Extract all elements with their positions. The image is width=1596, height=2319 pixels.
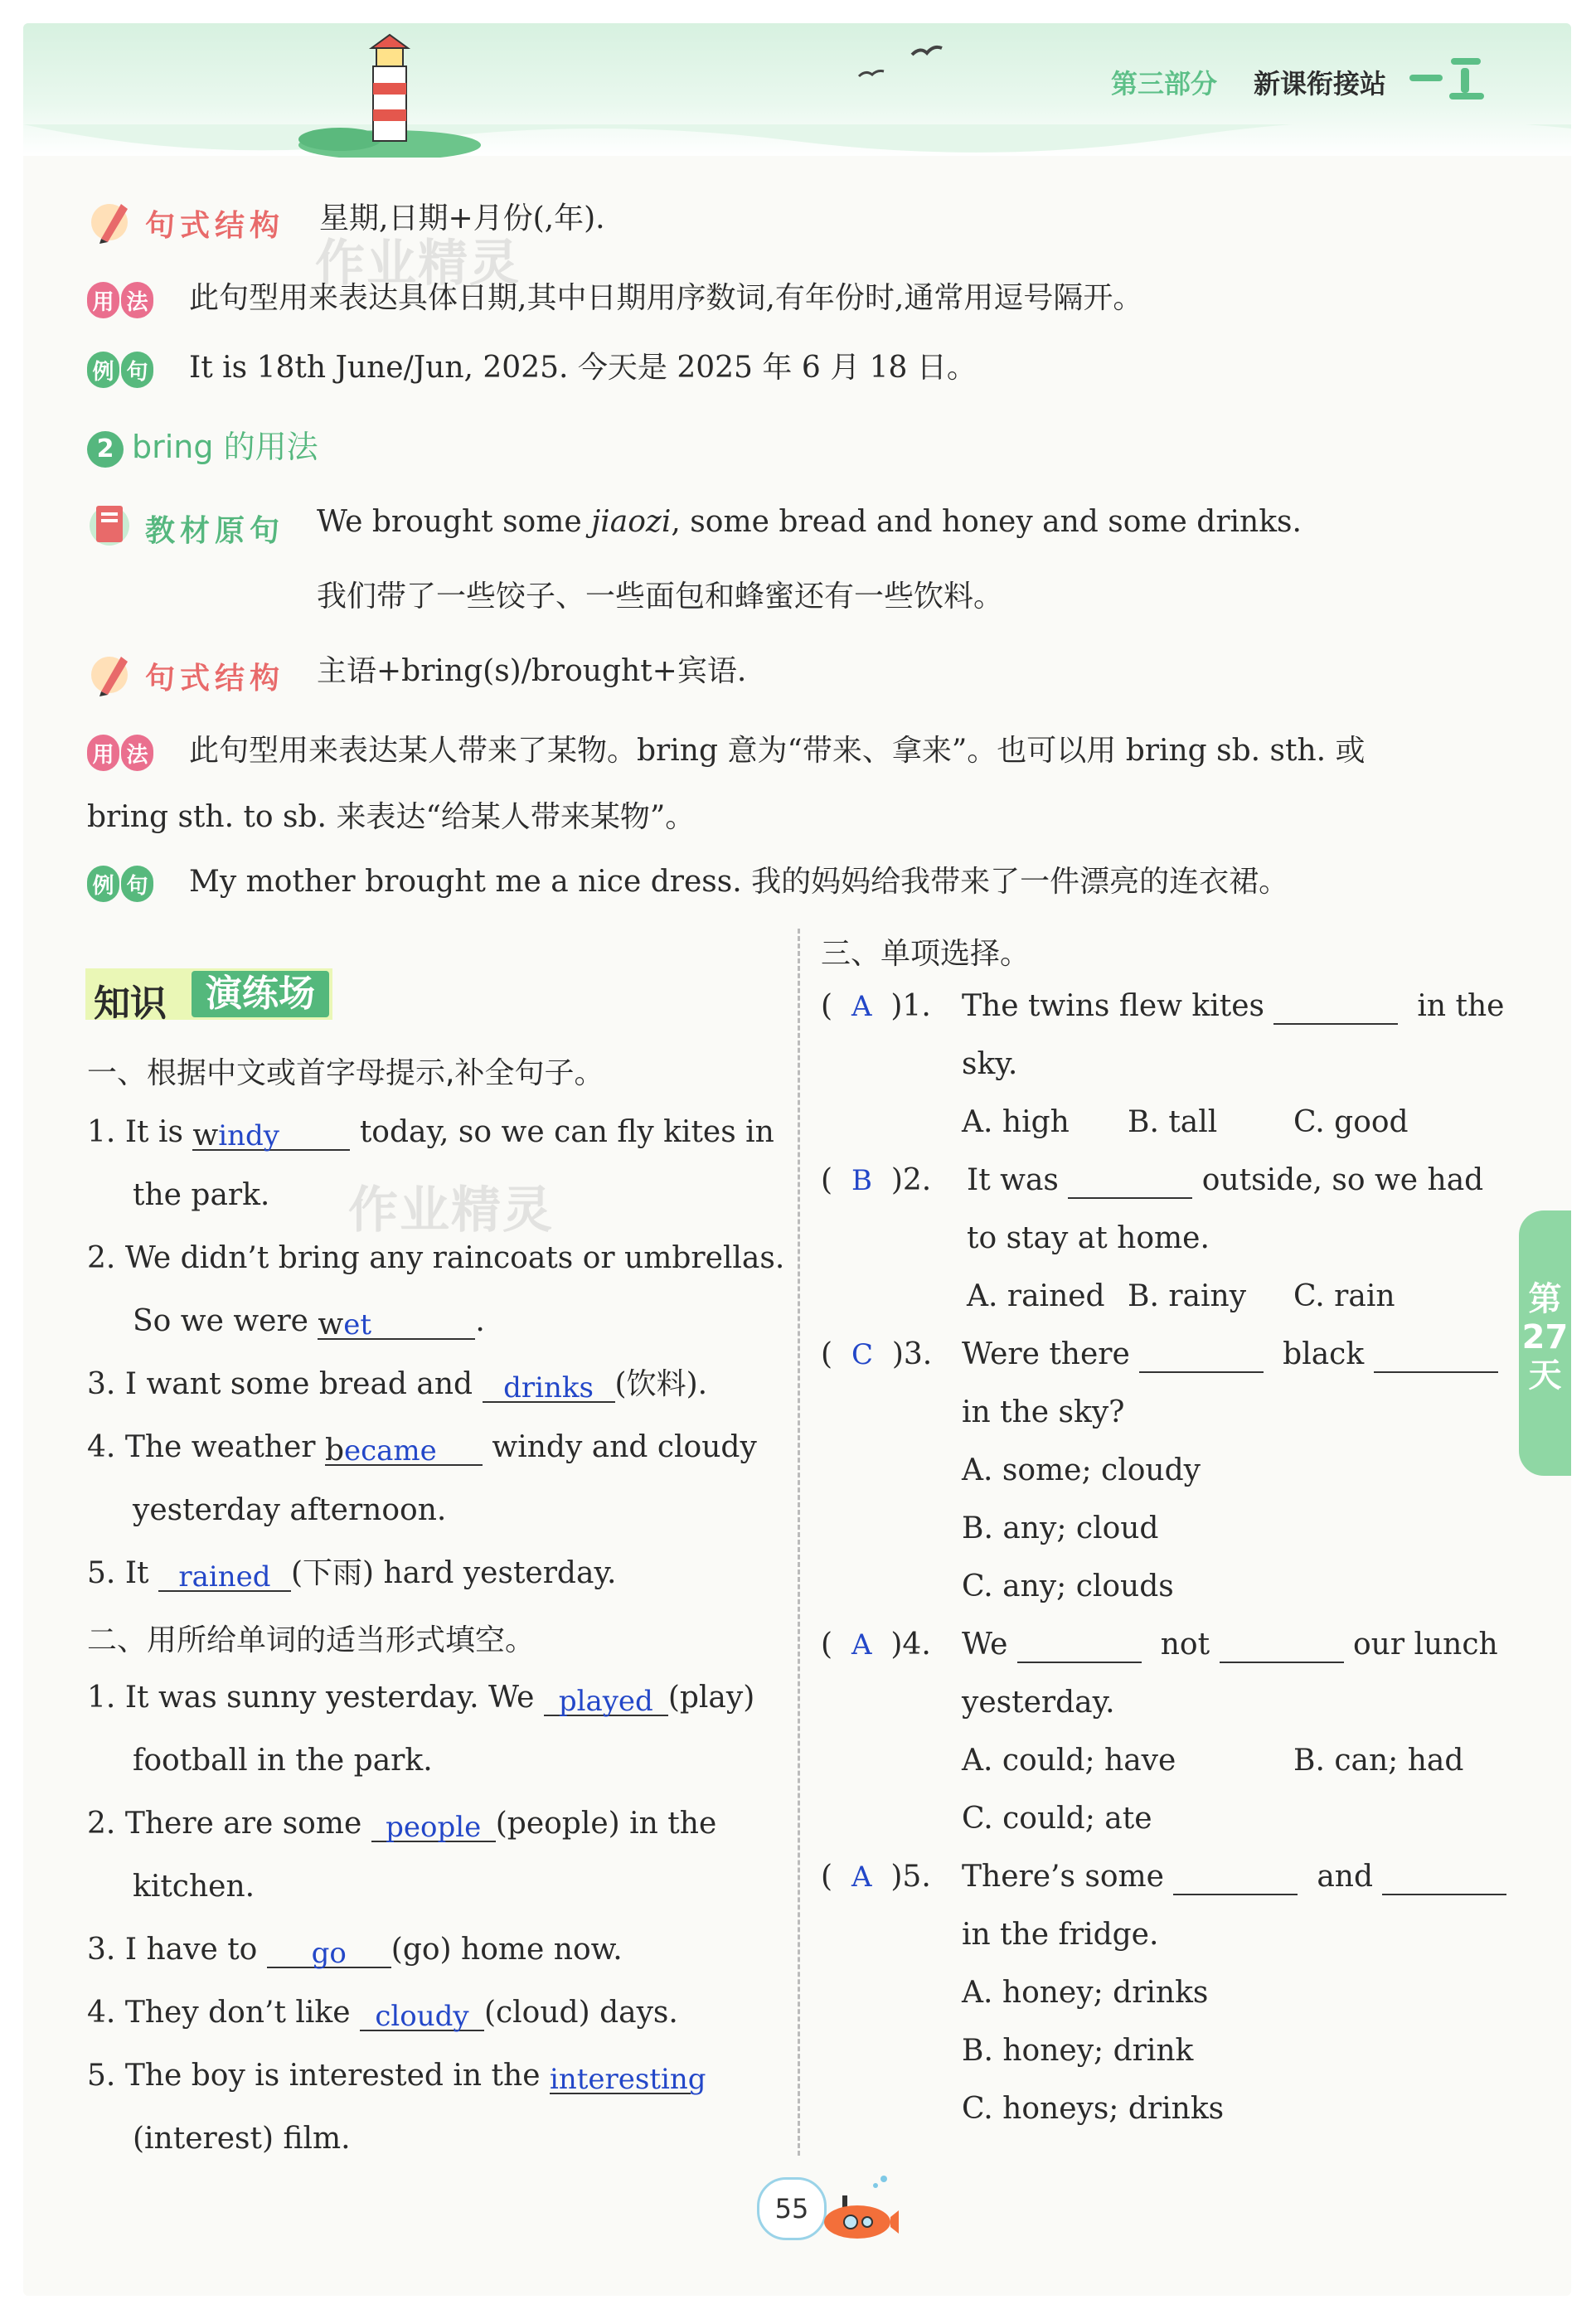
textbook-sentence-label: 教材原句 xyxy=(145,514,285,548)
question-text: (play) xyxy=(667,1681,755,1715)
answer-blank xyxy=(1139,1340,1264,1373)
section-number: 2 xyxy=(87,431,124,468)
usage-badge-char: 用 xyxy=(87,735,119,771)
option-a: A. could; have xyxy=(962,1744,1176,1778)
answer-blank[interactable] xyxy=(549,2061,706,2096)
sentence-structure-label: 句式结构 xyxy=(145,662,285,696)
option-c: C. honeys; drinks xyxy=(962,2092,1225,2126)
choice-answer[interactable]: A xyxy=(851,990,872,1023)
usage-text-line2: bring sth. to sb. 来表达“给某人带来某物”。 xyxy=(87,800,696,834)
question-number: 5. xyxy=(87,1556,116,1590)
answer-blank[interactable] xyxy=(318,1307,475,1340)
part3-q4-text xyxy=(962,1627,1498,1663)
sentence-structure-label: 句式结构 xyxy=(145,209,285,243)
answer-blank[interactable] xyxy=(267,1935,391,1968)
question-text: our lunch xyxy=(1352,1628,1498,1662)
question-number: )4. xyxy=(890,1628,931,1662)
sentence-structure-text: 主语+bring(s)/brought+宾语. xyxy=(317,654,747,688)
part3-q3-cont: in the sky? xyxy=(962,1395,1125,1429)
usage-text: 此句型用来表达具体日期,其中日期用序数词,有年份时,通常用逗号隔开。 xyxy=(189,281,1143,315)
textbook-sentence-part: , some bread and honey and some drinks. xyxy=(671,505,1302,539)
day-tab-char: 天 xyxy=(1528,1356,1562,1395)
question-number: 3. xyxy=(87,1367,116,1401)
part2-q1-cont: football in the park. xyxy=(133,1744,433,1778)
choice-answer[interactable]: A xyxy=(851,1628,872,1662)
question-text: and xyxy=(1317,1860,1374,1894)
textbook-sentence-cn: 我们带了一些饺子、一些面包和蜂蜜还有一些饮料。 xyxy=(317,580,1004,614)
option-c: C. any; clouds xyxy=(962,1569,1174,1603)
answer-blank xyxy=(1220,1630,1344,1663)
option-b: B. honey; drink xyxy=(962,2034,1194,2068)
answer-text: ecame xyxy=(344,1434,437,1468)
question-text: (go) home now. xyxy=(391,1933,623,1967)
question-number: 1. xyxy=(87,1681,116,1715)
part1-q3 xyxy=(87,1366,707,1403)
practice-banner-highlight: 演练场 xyxy=(192,971,329,1017)
question-text: It is xyxy=(124,1115,193,1149)
answer-blank[interactable] xyxy=(158,1559,291,1592)
question-text: not xyxy=(1160,1628,1210,1662)
part2-q4 xyxy=(87,1995,678,2031)
answer-blank xyxy=(1068,1166,1192,1199)
usage-badge-char: 法 xyxy=(121,282,153,318)
part2-q2 xyxy=(87,1806,716,1842)
question-number: )1. xyxy=(890,989,931,1023)
choice-answer[interactable]: A xyxy=(851,1861,872,1894)
part3-q3-text xyxy=(962,1337,1498,1373)
answer-text: people xyxy=(386,1811,482,1844)
answer-blank xyxy=(1173,1862,1298,1895)
usage-badge xyxy=(87,735,155,771)
answer-blank[interactable] xyxy=(325,1433,483,1466)
part1-q1-cont: the park. xyxy=(133,1178,270,1212)
question-text: There are some xyxy=(124,1807,371,1841)
question-text: I have to xyxy=(124,1933,267,1967)
usage-text-line1: 此句型用来表达某人带来了某物。bring 意为“带来、拿来”。也可以用 bring sb. sth. 或 xyxy=(189,734,1366,768)
part3-q2-text xyxy=(967,1162,1483,1199)
part1-q2 xyxy=(87,1240,784,1277)
example-badge-char: 例 xyxy=(87,352,119,388)
answer-blank xyxy=(1273,992,1398,1025)
hint-letter: b xyxy=(324,1434,344,1468)
part2-q2-cont: kitchen. xyxy=(133,1870,255,1904)
header-decoration-icon xyxy=(1409,50,1501,108)
watermark: 作业精灵 xyxy=(348,1181,554,1240)
answer-blank xyxy=(1382,1862,1506,1895)
question-text: It was xyxy=(967,1163,1059,1197)
hint-letter: w xyxy=(318,1307,344,1341)
question-text: We xyxy=(962,1628,1008,1662)
question-text: (下雨) hard yesterday. xyxy=(290,1556,617,1590)
question-number: 4. xyxy=(87,1430,116,1464)
lighthouse-icon xyxy=(290,33,489,158)
question-number: 2. xyxy=(87,1807,116,1841)
question-number: )3. xyxy=(891,1337,933,1371)
part1-title: 一、根据中文或首字母提示,补全句子。 xyxy=(87,1056,604,1090)
answer-blank[interactable] xyxy=(371,1809,496,1842)
example-badge-char: 句 xyxy=(121,352,153,388)
option-b: B. can; had xyxy=(1293,1744,1464,1778)
section-title: bring 的用法 xyxy=(132,429,318,465)
part3-q5-cont: in the fridge. xyxy=(962,1918,1159,1952)
answer-blank xyxy=(1374,1340,1498,1373)
page-number: 55 xyxy=(757,2177,827,2240)
textbook-sentence-part: We brought some xyxy=(317,505,592,539)
question-number: 3. xyxy=(87,1933,116,1967)
part3-q5: ( A )5. xyxy=(821,1860,931,1894)
question-text: It was sunny yesterday. We xyxy=(124,1681,544,1715)
answer-text: indy xyxy=(218,1119,279,1152)
part3-q1: ( A )1. xyxy=(821,989,931,1023)
pencil-icon xyxy=(90,197,133,244)
header-wave xyxy=(23,124,1571,166)
question-text: The twins flew kites xyxy=(962,989,1264,1023)
question-number: )2. xyxy=(890,1163,932,1197)
part3-q2-cont: to stay at home. xyxy=(967,1221,1210,1255)
part3-q4: ( A )4. xyxy=(821,1628,931,1662)
question-text: There’s some xyxy=(962,1860,1164,1894)
part2-q5 xyxy=(87,2058,706,2096)
section-heading xyxy=(87,421,318,468)
part2-title: 二、用所给单词的适当形式填空。 xyxy=(87,1623,536,1657)
answer-text: go xyxy=(311,1937,347,1970)
part1-q5 xyxy=(87,1555,616,1592)
answer-text: drinks xyxy=(503,1371,594,1404)
part2-q5-cont: (interest) film. xyxy=(133,2122,351,2156)
option-b: B. tall xyxy=(1128,1105,1218,1139)
option-a: A. high xyxy=(962,1105,1070,1139)
part1-q2-cont xyxy=(133,1303,485,1340)
practice-banner-title: 知识 xyxy=(94,982,167,1025)
question-text: They don’t like xyxy=(124,1996,360,2030)
question-text: Were there xyxy=(962,1337,1130,1371)
question-text: outside, so we had xyxy=(1201,1163,1484,1197)
answer-text: et xyxy=(343,1308,372,1341)
day-tab-number: 27 xyxy=(1521,1318,1569,1356)
part2-q3 xyxy=(87,1932,623,1968)
birds-icon xyxy=(854,41,945,83)
part1-q4 xyxy=(87,1429,757,1466)
answer-blank[interactable] xyxy=(483,1370,615,1403)
question-number: 1. xyxy=(87,1115,116,1149)
question-text: It xyxy=(124,1556,158,1590)
question-text: today, so we can fly kites in xyxy=(350,1115,774,1149)
answer-text: rained xyxy=(178,1560,271,1594)
example-badge xyxy=(87,866,155,902)
part3-q4-cont: yesterday. xyxy=(962,1686,1115,1720)
part3-q3: ( C )3. xyxy=(821,1337,933,1371)
option-c: C. good xyxy=(1293,1105,1409,1139)
part3-q5-text xyxy=(962,1859,1506,1895)
option-a: A. some; cloudy xyxy=(962,1453,1201,1487)
option-a: A. rained xyxy=(967,1279,1105,1313)
question-text: (people) in the xyxy=(495,1807,717,1841)
answer-text: cloudy xyxy=(375,2000,469,2033)
option-c: C. rain xyxy=(1293,1279,1395,1313)
question-number: 5. xyxy=(87,2059,116,2093)
part2-q1 xyxy=(87,1680,754,1716)
option-b: B. rainy xyxy=(1128,1279,1247,1313)
hint-letter: w xyxy=(192,1118,219,1152)
part1-q4-cont: yesterday afternoon. xyxy=(133,1493,447,1527)
choice-answer[interactable]: C xyxy=(851,1338,873,1371)
question-text: The boy is interested in the xyxy=(124,2059,550,2093)
question-text: I want some bread and xyxy=(124,1367,483,1401)
question-text: So we were xyxy=(133,1304,318,1338)
part3-q2: ( B )2. xyxy=(821,1163,932,1197)
pencil-icon xyxy=(90,650,133,696)
question-text: We didn’t bring any raincoats or umbrellas. xyxy=(124,1241,785,1275)
example-text: It is 18th June/Jun, 2025. 今天是 2025 年 6 月 18 日。 xyxy=(189,351,977,385)
part3-title: 三、单项选择。 xyxy=(821,937,1031,971)
question-text: black xyxy=(1283,1337,1365,1371)
textbook-sentence-en xyxy=(317,504,1302,541)
option-c: C. could; ate xyxy=(962,1802,1152,1836)
practice-banner xyxy=(85,968,332,1025)
textbook-icon xyxy=(88,499,131,547)
example-badge-char: 例 xyxy=(87,866,119,902)
example-badge-char: 句 xyxy=(121,866,153,902)
answer-text: interesting xyxy=(549,2063,706,2096)
question-text: The weather xyxy=(124,1430,325,1464)
answer-text: played xyxy=(558,1685,653,1718)
usage-badge-char: 用 xyxy=(87,282,119,318)
usage-badge-char: 法 xyxy=(121,735,153,771)
question-text: . xyxy=(475,1304,485,1338)
choice-answer[interactable]: B xyxy=(851,1164,872,1197)
watermark: 作业精灵 xyxy=(315,235,521,293)
question-text: (饮料). xyxy=(614,1367,708,1401)
day-side-tab xyxy=(1519,1210,1571,1476)
day-tab-char: 第 xyxy=(1528,1280,1562,1318)
question-text: windy and cloudy xyxy=(482,1430,757,1464)
part1-q1 xyxy=(87,1114,774,1151)
header-part-label: 第三部分 xyxy=(1111,68,1218,99)
question-number: )5. xyxy=(890,1860,931,1894)
column-divider xyxy=(798,929,800,2156)
header-site-label: 新课衔接站 xyxy=(1254,68,1387,99)
option-a: A. honey; drinks xyxy=(962,1976,1209,2010)
sentence-structure-text: 星期,日期+月份(,年). xyxy=(319,201,605,235)
answer-blank[interactable] xyxy=(192,1118,350,1151)
option-b: B. any; cloud xyxy=(962,1511,1159,1545)
part3-q1-cont: sky. xyxy=(962,1047,1018,1081)
question-text: (cloud) days. xyxy=(483,1996,678,2030)
question-number: 2. xyxy=(87,1241,116,1275)
answer-blank[interactable] xyxy=(360,1998,484,2031)
example-badge xyxy=(87,352,155,388)
question-text: in the xyxy=(1417,989,1505,1023)
answer-blank[interactable] xyxy=(544,1683,668,1716)
submarine-icon xyxy=(817,2171,900,2245)
textbook-sentence-italic: jiaozi xyxy=(591,505,672,539)
example-text: My mother brought me a nice dress. 我的妈妈给我带来了一件漂亮的连衣裙。 xyxy=(189,865,1289,899)
part3-q1-text xyxy=(962,988,1504,1025)
question-number: 4. xyxy=(87,1996,116,2030)
usage-badge xyxy=(87,282,155,318)
answer-blank xyxy=(1017,1630,1142,1663)
